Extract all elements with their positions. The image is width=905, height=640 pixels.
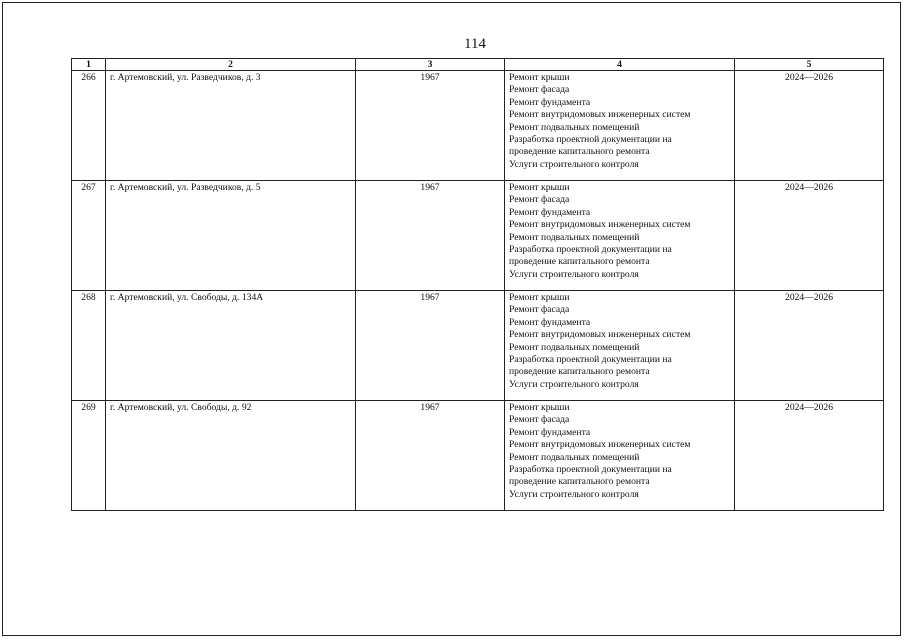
work-item: проведение капитального ремонта xyxy=(509,256,650,268)
row-address: г. Артемовский, ул. Разведчиков, д. 3 xyxy=(106,71,356,181)
table-row xyxy=(72,71,884,181)
work-item: проведение капитального ремонта xyxy=(509,476,650,488)
row-address: г. Артемовский, ул. Свободы, д. 134А xyxy=(106,291,356,401)
work-item: Ремонт фундамента xyxy=(509,96,591,108)
table-row xyxy=(72,401,884,511)
work-item: Услуги строительного контроля xyxy=(509,268,639,280)
work-item: Разработка проектной документации на xyxy=(509,464,672,476)
work-item: Ремонт подвальных помещений xyxy=(509,231,640,243)
work-item: Ремонт крыши xyxy=(509,182,570,193)
work-item: Ремонт подвальных помещений xyxy=(509,121,640,133)
work-item: Ремонт фундамента xyxy=(509,316,591,328)
work-item: Ремонт фасада xyxy=(509,414,570,426)
work-item: Услуги строительного контроля xyxy=(509,488,639,500)
work-item: Ремонт фасада xyxy=(509,194,570,206)
header-col-1: 1 xyxy=(72,59,106,71)
work-item: Ремонт фасада xyxy=(509,304,570,316)
work-item: проведение капитального ремонта xyxy=(509,146,650,158)
work-item: Услуги строительного контроля xyxy=(509,158,639,170)
row-works xyxy=(505,181,735,291)
row-period: 2024—2026 xyxy=(735,291,884,401)
row-works xyxy=(505,291,735,401)
work-item: проведение капитального ремонта xyxy=(509,366,650,378)
header-row xyxy=(72,59,884,71)
work-item: Ремонт фундамента xyxy=(509,426,591,438)
work-item: Ремонт крыши xyxy=(509,292,570,303)
work-item: Ремонт фасада xyxy=(509,84,570,96)
row-year: 1967 xyxy=(356,71,505,181)
row-address: г. Артемовский, ул. Свободы, д. 92 xyxy=(106,401,356,511)
work-item: Разработка проектной документации на xyxy=(509,354,672,366)
header-col-3: 3 xyxy=(356,59,505,71)
work-item: Ремонт внутридомовых инженерных систем xyxy=(509,219,691,231)
row-number: 269 xyxy=(72,401,106,511)
work-item: Разработка проектной документации на xyxy=(509,244,672,256)
header-col-5: 5 xyxy=(735,59,884,71)
row-period: 2024—2026 xyxy=(735,401,884,511)
work-item: Ремонт крыши xyxy=(509,402,570,413)
table-row xyxy=(72,181,884,291)
header-col-2: 2 xyxy=(106,59,356,71)
row-works xyxy=(505,401,735,511)
work-item: Ремонт подвальных помещений xyxy=(509,451,640,463)
work-item: Ремонт внутридомовых инженерных систем xyxy=(509,109,691,121)
page-number: 114 xyxy=(464,36,486,52)
row-year: 1967 xyxy=(356,181,505,291)
row-year: 1967 xyxy=(356,401,505,511)
row-period: 2024—2026 xyxy=(735,181,884,291)
work-item: Ремонт подвальных помещений xyxy=(509,341,640,353)
header-col-4: 4 xyxy=(505,59,735,71)
row-year: 1967 xyxy=(356,291,505,401)
work-item: Услуги строительного контроля xyxy=(509,378,639,390)
row-works xyxy=(505,71,735,181)
work-item: Ремонт внутридомовых инженерных систем xyxy=(509,329,691,341)
row-number: 266 xyxy=(72,71,106,181)
row-number: 267 xyxy=(72,181,106,291)
row-number: 268 xyxy=(72,291,106,401)
work-item: Ремонт крыши xyxy=(509,72,570,83)
capital-repair-table xyxy=(71,58,884,511)
work-item: Ремонт внутридомовых инженерных систем xyxy=(509,439,691,451)
work-item: Разработка проектной документации на xyxy=(509,134,672,146)
work-item: Ремонт фундамента xyxy=(509,206,591,218)
table-row xyxy=(72,291,884,401)
row-address: г. Артемовский, ул. Разведчиков, д. 5 xyxy=(106,181,356,291)
row-period: 2024—2026 xyxy=(735,71,884,181)
